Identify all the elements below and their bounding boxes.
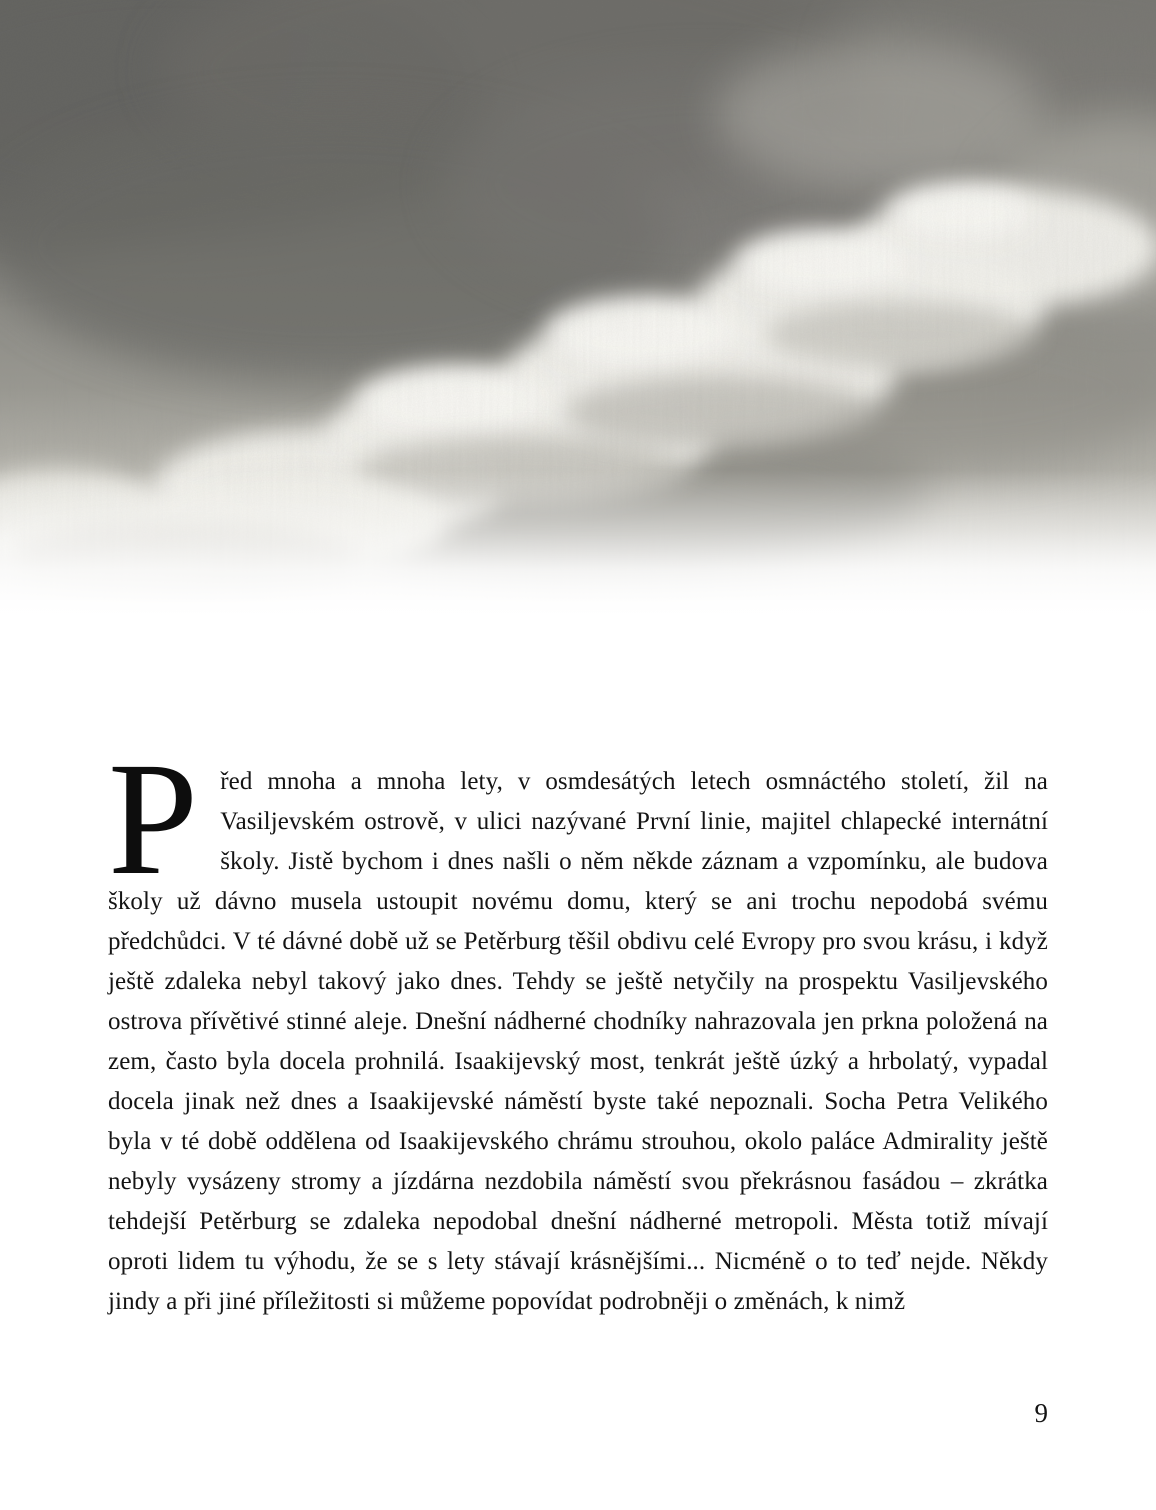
- dropcap-letter: P: [108, 730, 199, 909]
- body-text-block: [108, 730, 1048, 1322]
- cloud-illustration: [0, 0, 1156, 625]
- cloud-illustration-svg: [0, 0, 1156, 625]
- page-number: 9: [1034, 1398, 1048, 1428]
- paragraph-text: řed mnoha a mnoha lety, v osmdesátých letech osmnáctého století, žil na Vasiljevském ostrově, v ulici nazývané První linie, majitel chlapecké internátní školy. Jistě bychom i dnes našli o něm někde záznam a vzpomínku, ale budova školy už dávno musela ustoupit novému domu, který se ani trochu nepodobá svému předchůdci. V té dávné době už se Petěrburg těšil obdivu celé Evropy pro svou krásu, i když ještě zdaleka nebyl takový jako dnes. Tehdy se ještě netyčily na prospektu Vasiljevského ostrova přívětivé stinné aleje. Dnešní nádherné chodníky nahrazovala jen prkna položená na zem, často byla docela prohnilá. Isaakijevský most, tenkrát ještě úzký a hrbolatý, vypadal docela jinak než dnes a Isaakijevské náměstí byste také nepoznali. Socha Petra Velikého byla v té době oddělena od Isaakijevského chrámu strouhou, okolo paláce Admirality ještě nebyly vysázeny stromy a jízdárna nezdobila náměstí svou překrásnou fasádou – zkrátka tehdejší Petěrburg se zdaleka nepodobal dnešní nádherné metropoli. Města totiž mívají oproti lidem tu výhodu, že se s lety stávají krásnějšími... Nicméně o to teď nejde. Někdy jindy a při jiné příležitosti si můžeme popovídat podrobněji o změnách, k nimž: [108, 768, 1048, 1315]
- paragraph: [108, 730, 1048, 1322]
